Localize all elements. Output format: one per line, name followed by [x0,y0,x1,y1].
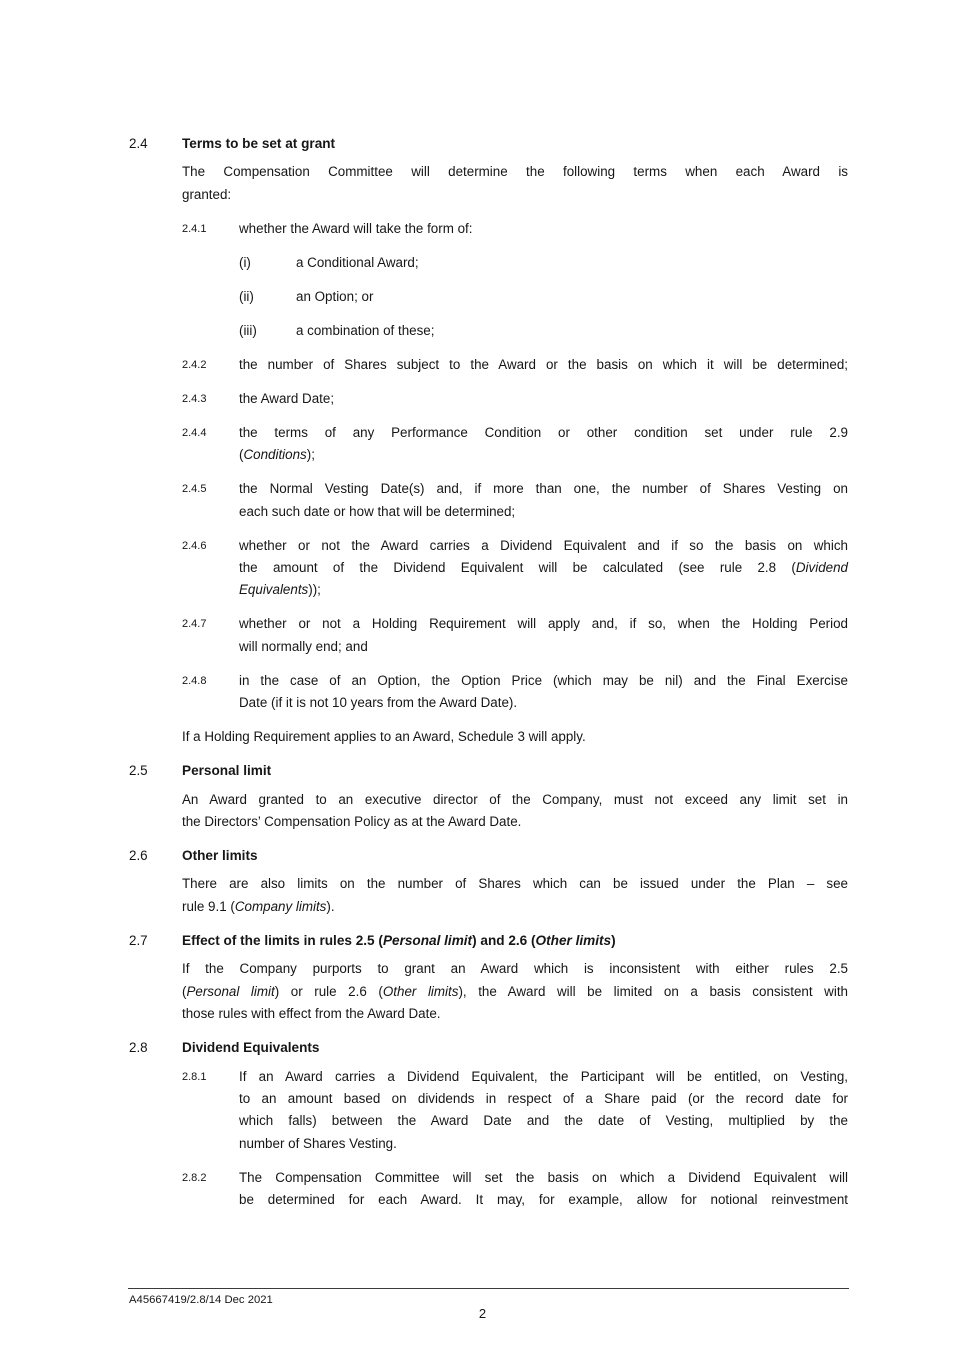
subclause-number: 2.4.3 [182,392,207,405]
text: a Conditional Award; [296,254,419,270]
text-line [296,320,848,342]
text-line [239,444,848,466]
section-heading-row [129,1037,848,1059]
text-line [239,478,848,500]
document-body [129,133,848,1223]
text: an Option; or [296,288,374,304]
text-line [239,422,848,444]
text-line [239,692,848,714]
text: ) or rule 2.6 ( [274,983,383,999]
text: Personal limit [182,763,272,779]
section-number: 2.5 [129,763,148,779]
text: ( [182,983,187,999]
text: Effect of the limits in rules 2.5 ( [182,932,383,948]
section-heading-row [129,930,848,952]
section-heading [182,845,848,867]
subclause-number: 2.4.1 [182,222,207,235]
text-line [239,501,848,523]
text: ) [611,932,616,948]
subclause-text [239,478,848,523]
text-line [239,354,848,376]
subclause-text [239,218,848,240]
list-item-marker: (ii) [239,288,254,304]
subclause [182,1066,848,1156]
text: number of Shares Vesting. [239,1135,397,1151]
paragraph [182,873,848,918]
italic-text: Other limits [382,983,459,999]
list-item [239,252,848,274]
subclause [182,218,848,240]
text-line [239,1066,848,1088]
text: Date (if it is not 10 years from the Award Date). [239,695,518,711]
list-item [239,286,848,308]
section-2.6 [129,845,848,918]
text: ) and 2.6 ( [472,932,536,948]
footer-divider [128,1288,849,1289]
paragraph [182,161,848,206]
subclause-text [239,422,848,467]
text: the Normal Vesting Date(s) and, if more than one, the number of Shares Vesting on [239,481,848,497]
text: whether or not the Award carries a Dividend Equivalent and if so the basis on which [239,537,848,553]
subclause-text [239,1167,848,1212]
text-line [182,896,848,918]
doc-reference: A45667419/2.8/14 Dec 2021 [129,1294,273,1306]
text-line [239,557,848,579]
italic-text: Company limits [234,898,327,914]
text: which falls) between the Award Date and the date of Vesting, multiplied by the [239,1113,848,1129]
section-2.8 [129,1037,848,1211]
subclause-text [239,388,848,410]
text: ( [239,447,244,463]
text: rule 9.1 ( [182,898,235,914]
text-line [239,218,848,240]
text-line [296,286,848,308]
text-line [239,1133,848,1155]
text: If the Company purports to grant an Award which is inconsistent with either rules 2.5 [182,961,848,977]
subclause-text [239,670,848,715]
text-line [239,1167,848,1189]
list-item-marker: (i) [239,254,251,270]
section-2.5 [129,760,848,833]
text-line [239,613,848,635]
text-line [239,636,848,658]
text-line [182,161,848,183]
section-heading-row [129,760,848,782]
paragraph [182,958,848,1025]
subclause-number: 2.8.2 [182,1171,207,1184]
italic-text: Personal limit [382,932,473,948]
text: a combination of these; [296,322,435,338]
subclause-number: 2.4.6 [182,539,207,552]
text: each such date or how that will be determined; [239,503,516,519]
section-heading [182,930,848,952]
subclause-text [239,354,848,376]
subclause-number: 2.4.7 [182,618,207,631]
text: There are also limits on the number of Shares which can be issued under the Plan – see [182,876,848,892]
subclause [182,1167,848,1212]
text: the number of Shares subject to the Award or the basis on which it will be determined; [239,356,848,372]
subclause-number: 2.4.2 [182,358,207,371]
paragraph [182,789,848,834]
list-item-text [296,320,848,342]
text: those rules with effect from the Award Date. [182,1006,441,1022]
text-line [182,184,848,206]
subclause-number: 2.4.8 [182,674,207,687]
text: the Directors’ Compensation Policy as at the Award Date. [182,814,522,830]
text: Dividend Equivalents [182,1040,320,1056]
list-item-text [296,286,848,308]
text-line [296,252,848,274]
text-line [182,981,848,1003]
paragraph [182,726,848,748]
text: the Award Date; [239,390,335,406]
list-item-text [296,252,848,274]
text: to an amount based on dividends in respect of a Share paid (or the record date for [239,1090,848,1106]
section-number: 2.8 [129,1040,148,1056]
text-line [182,1003,848,1025]
section-number: 2.4 [129,136,148,151]
text-line [239,535,848,557]
text: granted: [182,186,232,202]
text-line [239,1088,848,1110]
section-2.4 [129,133,848,749]
subclause-number: 2.8.1 [182,1070,207,1083]
text-line [239,1189,848,1211]
subclause [182,388,848,410]
subclause [182,670,848,715]
subclause [182,354,848,376]
italic-text: Equivalents [239,582,309,598]
section-number: 2.6 [129,848,148,864]
subclause-text [239,1066,848,1156]
subclause [182,422,848,467]
text: the terms of any Performance Condition or other condition set under rule 2.9 [239,424,848,440]
text: whether the Award will take the form of: [239,220,473,236]
text: ). [326,898,335,914]
text-line [182,789,848,811]
page-number: 2 [478,1306,487,1321]
italic-text: Personal limit [186,983,275,999]
text: ); [306,447,315,463]
text-line [239,670,848,692]
text: If a Holding Requirement applies to an Award, Schedule 3 will apply. [182,729,586,745]
list-item [239,320,848,342]
section-heading-row [129,133,848,155]
subclause-text [239,535,848,602]
text-line [182,873,848,895]
text: ), the Award will be limited on a basis consistent with [458,983,848,999]
section-heading [182,133,848,155]
text-line [239,388,848,410]
text: An Award granted to an executive director of the Company, must not exceed any limit set in [182,791,848,807]
text-line [239,1110,848,1132]
section-2.7 [129,930,848,1026]
subclause [182,613,848,658]
text-line [182,958,848,980]
subclause [182,535,848,602]
text: the amount of the Dividend Equivalent will be calculated (see rule 2.8 ( [239,560,796,576]
text: in the case of an Option, the Option Price (which may be nil) and the Final Exercise [239,672,848,688]
text-line [239,579,848,601]
subclause-text [239,613,848,658]
italic-text: Other limits [535,932,612,948]
text-line [182,726,848,748]
section-heading-row [129,845,848,867]
text: The Compensation Committee will set the basis on which a Dividend Equivalent will [239,1169,848,1185]
subclause [182,478,848,523]
text-line [182,811,848,833]
subclause-number: 2.4.5 [182,483,207,496]
text: be determined for each Award. It may, for example, allow for notional reinvestment [239,1192,848,1208]
text: will normally end; and [239,638,368,654]
text: If an Award carries a Dividend Equivalent, the Participant will be entitled, on Vesting, [239,1068,848,1084]
text: )); [308,582,321,598]
italic-text: Dividend [795,560,848,576]
list-item-marker: (iii) [239,322,257,338]
italic-text: Conditions [243,447,307,463]
section-heading [182,1037,848,1059]
text: whether or not a Holding Requirement will apply and, if so, when the Holding Period [239,616,848,632]
subclause-number: 2.4.4 [182,426,207,439]
section-heading [182,760,848,782]
section-number: 2.7 [129,932,148,948]
text: The Compensation Committee will determine the following terms when each Award is [182,164,848,180]
text: Other limits [182,848,258,864]
text: Terms to be set at grant [182,136,336,151]
